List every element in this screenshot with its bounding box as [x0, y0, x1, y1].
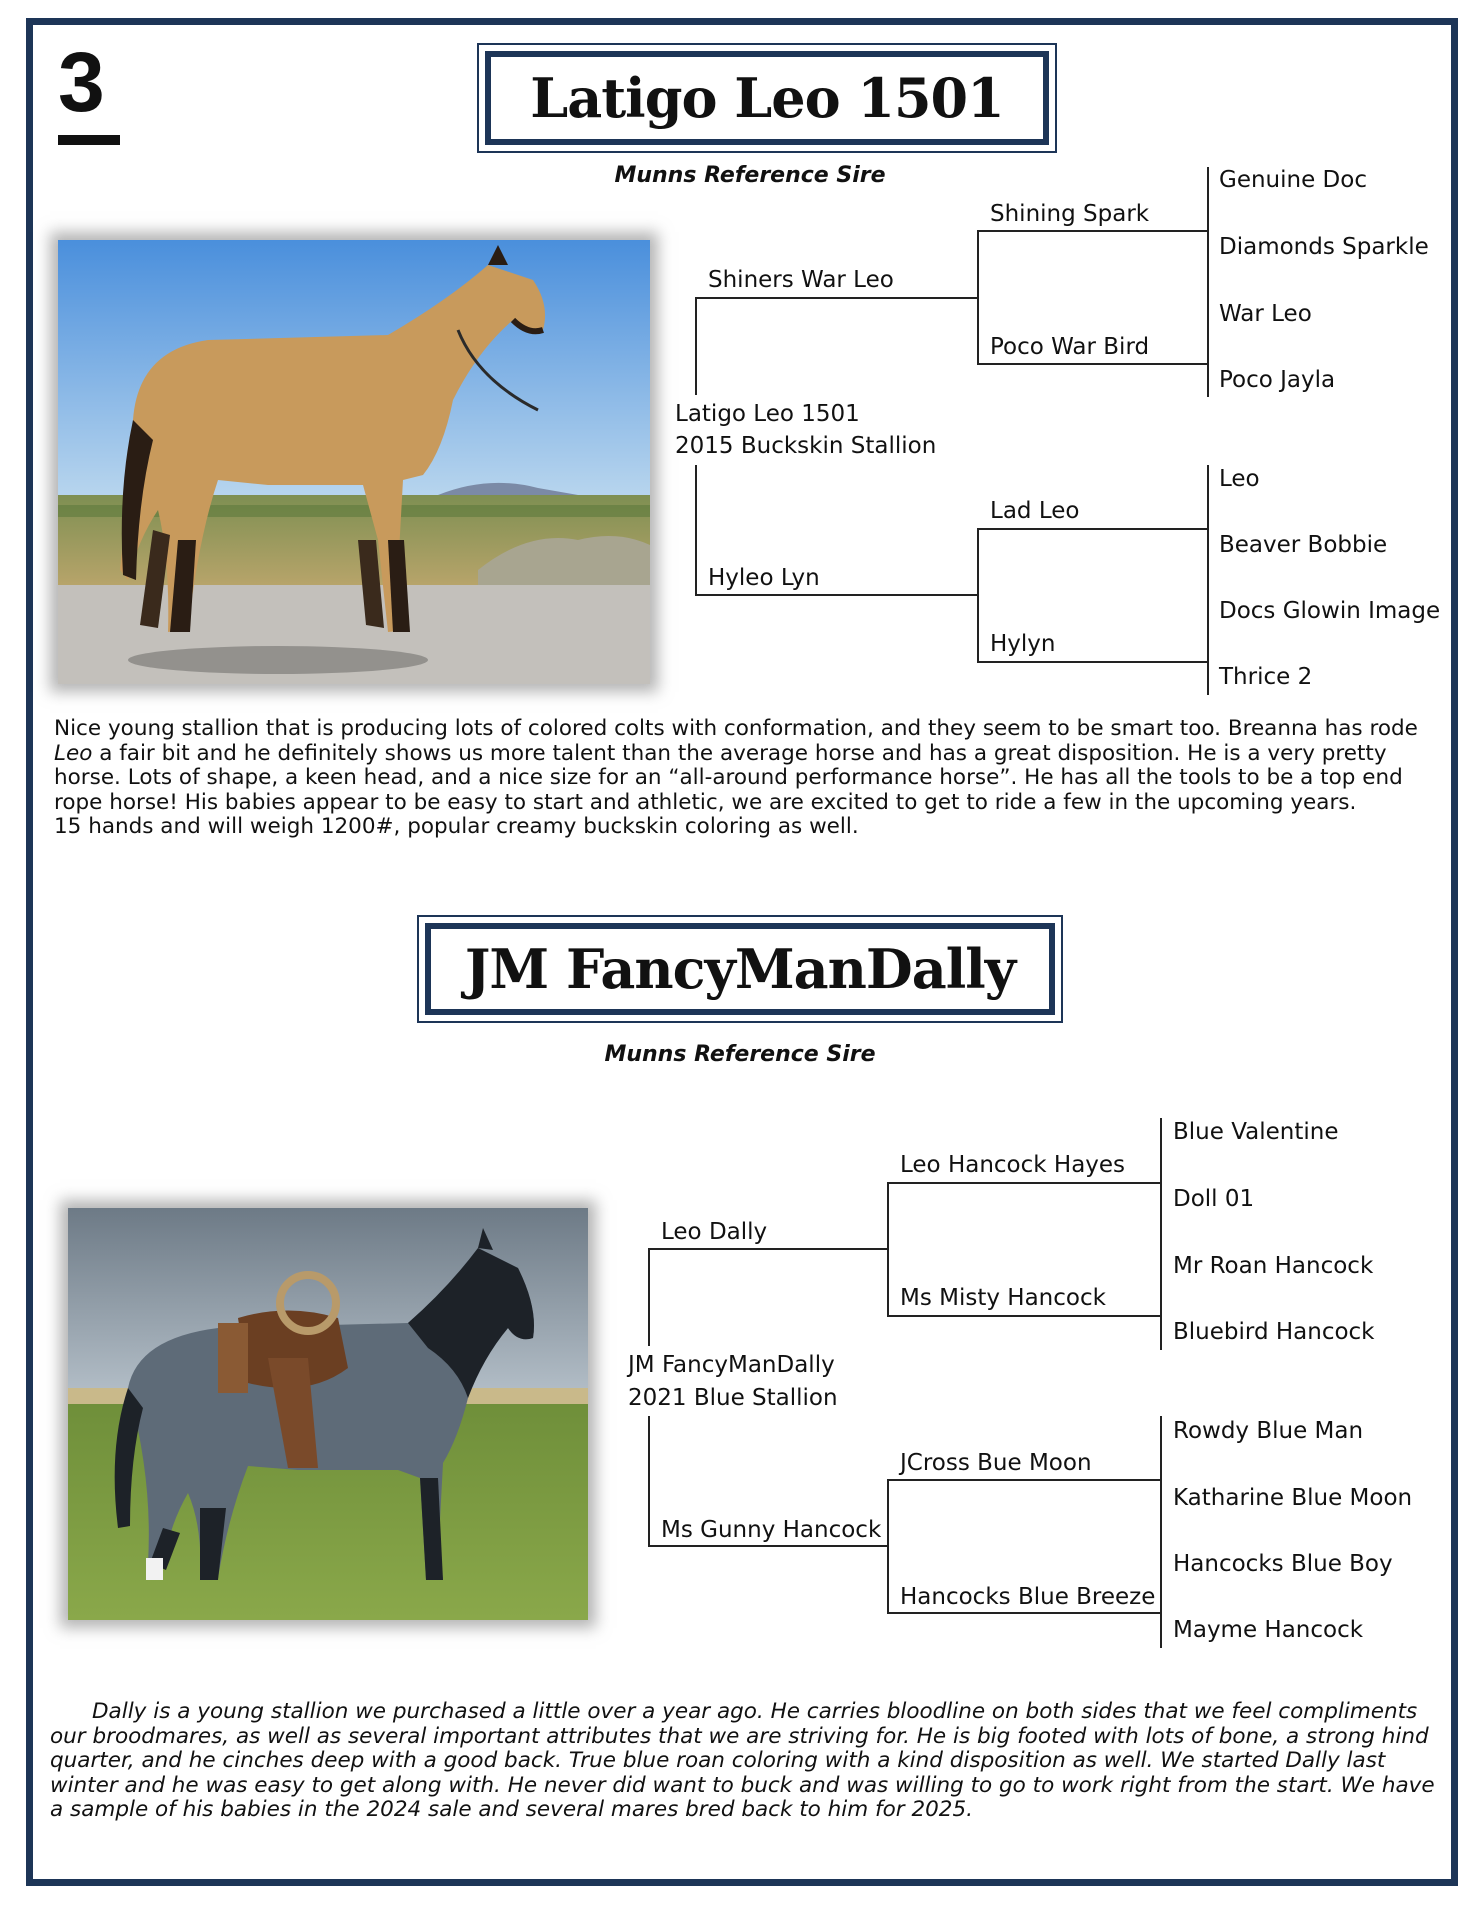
sire1-bracket-line	[977, 363, 1209, 365]
sire1-bracket-line	[695, 465, 697, 595]
sire2-description-para: Dally is a young stallion we purchased a little over a year ago. He carries bloodline on both sides that we feel compliments our broodmares, as well as several important attributes that we are striving for. He is big footed with lots of bone, a strong hind quarter, and he cinches deep with a good back. True blue roan coloring with a kind disposition as well. We started Dally last winter and he was easy to get along with. He never did want to buck and was willing to go to work right from the start. We have a sample of his babies in the 2024 sale and several mares bred back to him for 2025.	[50, 1699, 1435, 1822]
sire1-dam: Hyleo Lyn	[708, 565, 820, 591]
sire1-sire-dam: Poco War Bird	[990, 334, 1150, 360]
sire2-photo	[68, 1208, 588, 1620]
sire2-title: JM FancyManDally	[425, 923, 1055, 1015]
sire2-ggp-4: Bluebird Hancock	[1173, 1319, 1375, 1345]
sire1-subtitle: Munns Reference Sire	[614, 163, 886, 188]
sire2-ggp-7: Hancocks Blue Boy	[1173, 1551, 1393, 1577]
sire2-dam-dam: Hancocks Blue Breeze	[900, 1584, 1156, 1610]
sire1-subject-name: Latigo Leo 1501	[675, 401, 860, 427]
sire1-ggp-3: War Leo	[1219, 301, 1312, 327]
page-number: 3	[58, 35, 105, 129]
sire2-ggp-1: Blue Valentine	[1173, 1119, 1339, 1145]
sire1-title: Latigo Leo 1501	[485, 51, 1049, 145]
sire1-ggp-7: Docs Glowin Image	[1219, 598, 1441, 624]
sire1-ggp-2: Diamonds Sparkle	[1219, 234, 1429, 260]
sire2-bracket-line	[887, 1182, 1162, 1184]
sire2-bracket-line	[887, 1612, 1162, 1614]
sire1-bracket-line	[695, 297, 979, 299]
sire2-bracket-line	[648, 1416, 650, 1546]
sire1-subject-desc: 2015 Buckskin Stallion	[675, 433, 937, 459]
sire1-description	[54, 717, 1444, 840]
sire1-bracket-line	[695, 297, 697, 395]
sire1-description-para	[54, 717, 1444, 815]
sire1-bracket-line	[977, 230, 1209, 232]
sire1-bracket-line	[977, 661, 1209, 663]
buckskin-horse-photo	[58, 240, 650, 684]
sire1-dam-dam: Hylyn	[990, 631, 1056, 657]
sire1-ggp-8: Thrice 2	[1219, 664, 1313, 690]
sire2-subject-name: JM FancyManDally	[628, 1352, 835, 1378]
sire1-photo	[58, 240, 650, 684]
sire1-title-box	[477, 43, 1057, 153]
page-number-underline	[58, 135, 120, 145]
sire2-title-box	[417, 915, 1063, 1023]
sire2-ggp-5: Rowdy Blue Man	[1173, 1418, 1364, 1444]
sire1-bracket-line	[977, 528, 1209, 530]
sire1-dam-sire: Lad Leo	[990, 498, 1080, 524]
sire1-sire-sire: Shining Spark	[990, 201, 1150, 227]
sire1-ggp-4: Poco Jayla	[1219, 367, 1336, 393]
sire2-bracket-line	[887, 1479, 1162, 1481]
sire2-sire-sire: Leo Hancock Hayes	[900, 1152, 1126, 1178]
sire2-dam-sire: JCross Bue Moon	[900, 1450, 1092, 1476]
sire2-bracket-line	[1160, 1416, 1162, 1648]
sire2-dam: Ms Gunny Hancock	[661, 1517, 882, 1543]
sire1-ggp-6: Beaver Bobbie	[1219, 532, 1388, 558]
sire2-bracket-line	[648, 1545, 889, 1547]
sire1-desc-em: Leo	[54, 740, 93, 766]
sire2-bracket-line	[648, 1248, 889, 1250]
sire1-desc-rest: a fair bit and he definitely shows us more talent than the average horse and has a great disposition. He is a very pretty horse. Lots of shape, a keen head, and a nice size for an “all-around performance horse”. He has all the tools to be a top end rope horse! His babies appear to be easy to start and athletic, we are excited to get to ride a few in the upcoming years.	[54, 740, 1403, 815]
sire1-sire: Shiners War Leo	[708, 267, 894, 293]
sire2-sire-dam: Ms Misty Hancock	[900, 1285, 1106, 1311]
sire1-ggp-5: Leo	[1219, 466, 1260, 492]
sire2-ggp-3: Mr Roan Hancock	[1173, 1253, 1374, 1279]
sire2-bracket-line	[887, 1479, 889, 1613]
blue-roan-horse-photo	[68, 1208, 588, 1620]
sire1-bracket-line	[1207, 465, 1209, 695]
sire2-sire: Leo Dally	[661, 1219, 768, 1245]
sire1-bracket-line	[977, 528, 979, 662]
sire1-ggp-1: Genuine Doc	[1219, 167, 1367, 193]
sire2-bracket-line	[887, 1315, 1162, 1317]
sire2-bracket-line	[648, 1248, 650, 1346]
sire2-subject-desc: 2021 Blue Stallion	[628, 1385, 838, 1411]
sire2-ggp-2: Doll 01	[1173, 1186, 1255, 1212]
sire2-description	[50, 1700, 1444, 1823]
sire1-desc-intro: Nice young stallion that is producing lots of colored colts with conformation, and they seem to be smart too. Breanna has rode	[54, 716, 1418, 741]
sire2-subtitle: Munns Reference Sire	[604, 1042, 876, 1067]
sire2-ggp-8: Mayme Hancock	[1173, 1617, 1364, 1643]
sire2-ggp-6: Katharine Blue Moon	[1173, 1485, 1413, 1511]
sire1-description-line2: 15 hands and will weigh 1200#, popular creamy buckskin coloring as well.	[54, 814, 859, 839]
sire1-bracket-line	[695, 594, 979, 596]
